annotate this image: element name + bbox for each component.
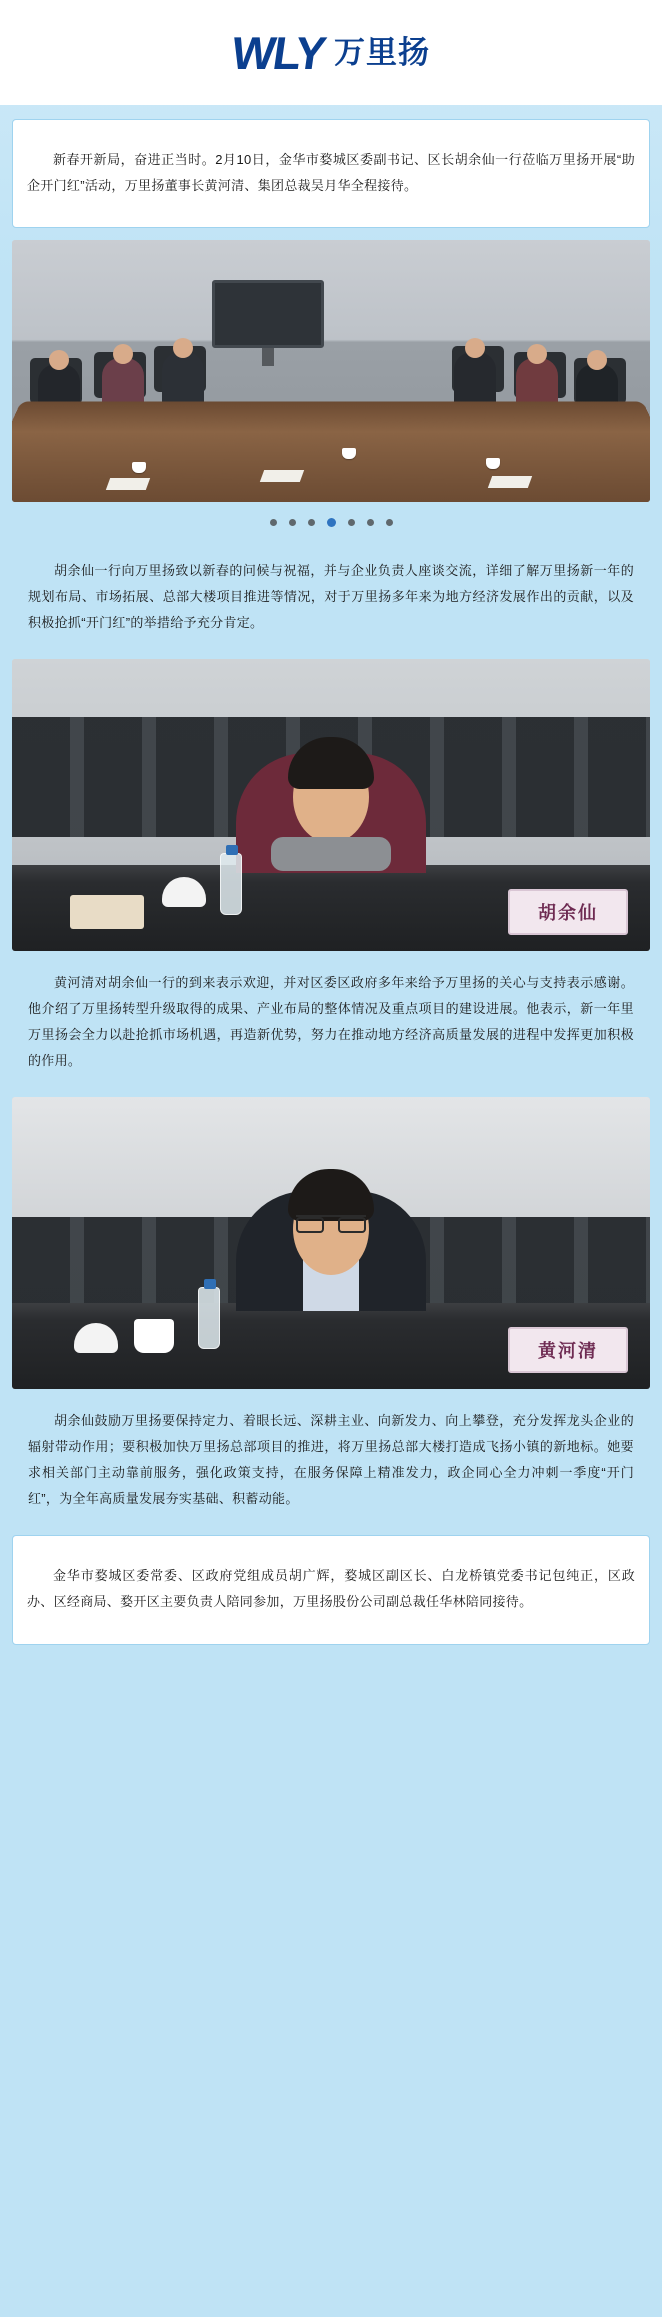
person-head	[587, 350, 607, 370]
teacup	[342, 448, 356, 459]
person-head	[465, 338, 485, 358]
nameplate-hu-yuxian	[508, 889, 628, 935]
person-head	[49, 350, 69, 370]
carousel-dot-1[interactable]	[270, 519, 277, 526]
portrait-photo-hu-yuxian[interactable]	[12, 659, 650, 951]
paragraph-5: 金华市婺城区委常委、区政府党组成员胡广辉，婺城区副区长、白龙桥镇党委书记包纯正，区政办、区经商局、婺开区主要负责人陪同参加，万里扬股份公司副总裁任华林陪同接待。	[27, 1568, 635, 1609]
nameplate-text: 胡余仙	[538, 903, 598, 923]
teacup	[486, 458, 500, 469]
carousel-dot-2[interactable]	[289, 519, 296, 526]
document-paper	[488, 476, 532, 488]
logo-chinese-text: 万里扬	[333, 35, 430, 70]
meeting-room-photo[interactable]	[12, 240, 650, 502]
person-head	[173, 338, 193, 358]
water-bottle	[220, 853, 242, 915]
nameplate-text: 黄河清	[538, 1341, 598, 1361]
logo-mark-text: WLY	[228, 26, 328, 79]
water-bottle	[198, 1287, 220, 1349]
person-head	[113, 344, 133, 364]
coffee-mug	[134, 1319, 174, 1353]
lead-paragraph-card	[12, 119, 650, 228]
person-head	[527, 344, 547, 364]
carousel-dot-3[interactable]	[308, 519, 315, 526]
company-logo	[228, 26, 430, 79]
carousel-dot-6[interactable]	[367, 519, 374, 526]
paragraph-1: 新春开新局，奋进正当时。2月10日，金华市婺城区委副书记、区长胡余仙一行莅临万里扬开展“助企开门红”活动，万里扬董事长黄河清、集团总裁吴月华全程接待。	[27, 152, 635, 193]
site-header	[0, 0, 662, 105]
eyeglasses-icon	[296, 1215, 366, 1231]
tissue-box	[70, 895, 144, 929]
carousel-dots[interactable]	[12, 508, 650, 539]
document-paper	[260, 470, 304, 482]
closing-paragraph-card	[12, 1535, 650, 1645]
person-scarf	[271, 837, 391, 871]
article-content	[0, 105, 662, 1645]
screen-stand	[262, 348, 274, 366]
carousel-dot-4-active[interactable]	[327, 518, 336, 527]
wall-display-screen	[212, 280, 324, 348]
paragraph-3: 黄河清对胡余仙一行的到来表示欢迎，并对区委区政府多年来给予万里扬的关心与支持表示感谢。他介绍了万里扬转型升级取得的成果、产业布局的整体情况及重点项目的建设进展。他表示，新一年里万里扬会全力以赴抢抓市场机遇，再造新优势，努力在推动地方经济高质量发展的进程中发挥更加积极的作用。	[28, 975, 634, 1068]
document-paper	[106, 478, 150, 490]
paragraph-4: 胡余仙鼓励万里扬要保持定力、着眼长远、深耕主业、向新发力、向上攀登，充分发挥龙头企业的辐射带动作用；要积极加快万里扬总部项目的推进，将万里扬总部大楼打造成飞扬小镇的新地标。她要求相关部门主动靠前服务，强化政策支持，在服务保障上精准发力，政企同心全力冲刺一季度“开门红”，为全年高质量发展夯实基础、积蓄动能。	[28, 1413, 634, 1506]
paragraph-2: 胡余仙一行向万里扬致以新春的问候与祝福，并与企业负责人座谈交流，详细了解万里扬新一年的规划布局、市场拓展、总部大楼项目推进等情况，对于万里扬多年来为地方经济发展作出的贡献，以及积极抢抓“开门红”的举措给予充分肯定。	[28, 563, 634, 630]
carousel-dot-5[interactable]	[348, 519, 355, 526]
carousel-dot-7[interactable]	[386, 519, 393, 526]
teacup	[132, 462, 146, 473]
nameplate-huang-heqing	[508, 1327, 628, 1373]
portrait-photo-huang-heqing[interactable]	[12, 1097, 650, 1389]
